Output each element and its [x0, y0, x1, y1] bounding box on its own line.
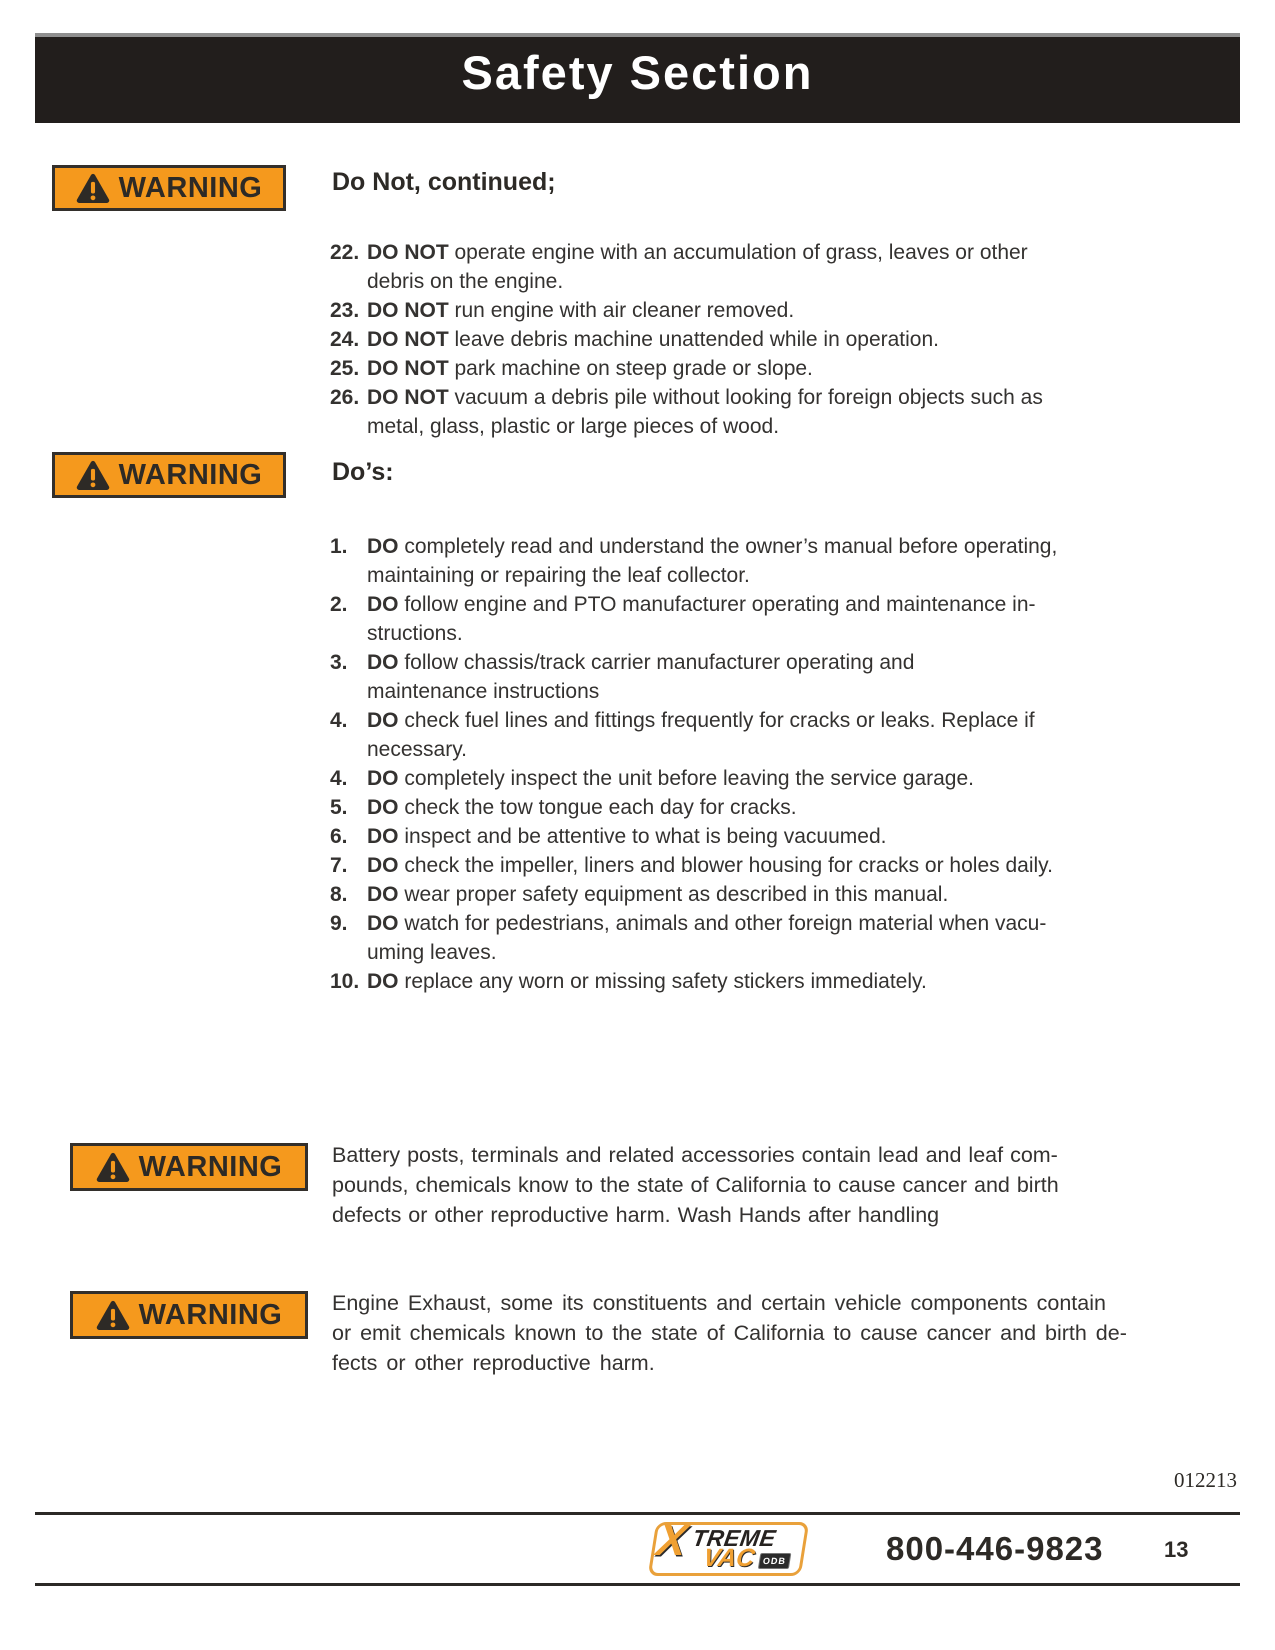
page-title: Safety Section	[461, 46, 814, 99]
footer-rule-bottom	[35, 1583, 1240, 1586]
list-item-number: 23.	[330, 299, 360, 322]
list-item-text: DO follow chassis/track carrier manufacturer operating and maintenance instructions	[367, 651, 915, 703]
list-item	[330, 706, 1180, 764]
logo-vac-text: VAC	[701, 1544, 757, 1572]
list-item-number: 4.	[330, 709, 348, 732]
list-item	[330, 325, 1180, 354]
support-phone-number: 800-446-9823	[886, 1530, 1104, 1567]
page-number: 13	[1164, 1537, 1189, 1562]
list-item	[330, 590, 1180, 648]
footer-rule-top	[35, 1512, 1240, 1515]
list-item	[330, 648, 1180, 706]
list-item-number: 26.	[330, 386, 360, 409]
battery-warning-text: Battery posts, terminals and related accessories contain lead and leaf com- pounds, chemicals know to the state of California to cause cancer and birth defects or other reproductive harm. Wash Hands after handling	[332, 1143, 1059, 1227]
logo-treme-text: TREME	[690, 1525, 778, 1551]
warning-triangle-icon	[76, 460, 110, 490]
dos-heading: Do’s:	[332, 458, 394, 486]
list-item-text: DO check the impeller, liners and blower housing for cracks or holes daily.	[367, 854, 1053, 877]
warning-badge	[70, 1143, 308, 1191]
list-item-text: DO NOT run engine with air cleaner removed.	[367, 299, 795, 322]
logo-odb-badge: ODB	[758, 1553, 792, 1569]
list-item	[330, 764, 1180, 793]
list-item-number: 1.	[330, 535, 348, 558]
warning-label: WARNING	[118, 171, 263, 204]
list-item-text: DO follow engine and PTO manufacturer operating and maintenance in- structions.	[367, 593, 1036, 645]
list-item	[330, 296, 1180, 325]
section-header-bar	[35, 33, 1240, 123]
warning-badge	[70, 1291, 308, 1339]
list-item-number: 7.	[330, 854, 348, 877]
list-item-text: DO check fuel lines and fittings frequently for cracks or leaks. Replace if necessary.	[367, 709, 1035, 761]
dos-list	[330, 532, 1180, 996]
list-item	[330, 822, 1180, 851]
list-item-number: 24.	[330, 328, 360, 351]
document-number: 012213	[1174, 1468, 1237, 1492]
list-item-number: 10.	[330, 970, 360, 993]
list-item-number: 22.	[330, 241, 360, 264]
list-item-number: 6.	[330, 825, 348, 848]
list-item-text: DO replace any worn or missing safety stickers immediately.	[367, 970, 927, 993]
list-item-text: DO NOT operate engine with an accumulation of grass, leaves or other debris on the engine.	[367, 241, 1028, 293]
list-item-text: DO NOT leave debris machine unattended while in operation.	[367, 328, 939, 351]
engine-exhaust-warning-text: Engine Exhaust, some its constituents and certain vehicle components contain or emit chemicals known to the state of California to cause cancer and birth de- fects or other reproductive harm.	[332, 1291, 1127, 1375]
list-item-number: 8.	[330, 883, 348, 906]
do-not-heading: Do Not, continued;	[332, 168, 556, 196]
list-item	[330, 532, 1180, 590]
warning-label: WARNING	[138, 1150, 283, 1183]
list-item-text: DO completely read and understand the owner’s manual before operating, maintaining or repairing the leaf collector.	[367, 535, 1058, 587]
warning-label: WARNING	[118, 458, 263, 491]
list-item-number: 4.	[330, 767, 348, 790]
list-item-text: DO completely inspect the unit before leaving the service garage.	[367, 767, 975, 790]
warning-triangle-icon	[96, 1300, 130, 1330]
list-item-number: 2.	[330, 593, 348, 616]
warning-badge	[52, 452, 286, 498]
list-item-text: DO NOT vacuum a debris pile without looking for foreign objects such as metal, glass, plastic or large pieces of wood.	[367, 386, 1043, 438]
list-item-text: DO watch for pedestrians, animals and other foreign material when vacu- uming leaves.	[367, 912, 1047, 964]
warning-triangle-icon	[76, 173, 110, 203]
logo-x-letter: X	[653, 1516, 691, 1565]
list-item-text: DO check the tow tongue each day for cracks.	[367, 796, 797, 819]
warning-label: WARNING	[138, 1298, 283, 1331]
list-item-number: 25.	[330, 357, 360, 380]
list-item-text: DO NOT park machine on steep grade or slope.	[367, 357, 813, 380]
list-item	[330, 909, 1180, 967]
list-item-number: 3.	[330, 651, 348, 674]
list-item	[330, 383, 1180, 441]
do-not-list	[330, 238, 1180, 441]
list-item	[330, 354, 1180, 383]
list-item-number: 5.	[330, 796, 348, 819]
list-item	[330, 880, 1180, 909]
warning-triangle-icon	[96, 1152, 130, 1182]
list-item	[330, 851, 1180, 880]
list-item	[330, 967, 1180, 996]
list-item	[330, 793, 1180, 822]
list-item-text: DO wear proper safety equipment as described in this manual.	[367, 883, 949, 906]
list-item	[330, 238, 1180, 296]
list-item-text: DO inspect and be attentive to what is being vacuumed.	[367, 825, 887, 848]
list-item-number: 9.	[330, 912, 348, 935]
warning-badge	[52, 165, 286, 211]
xtremevac-logo-box	[648, 1516, 809, 1576]
xtremevac-logo	[652, 1516, 805, 1576]
